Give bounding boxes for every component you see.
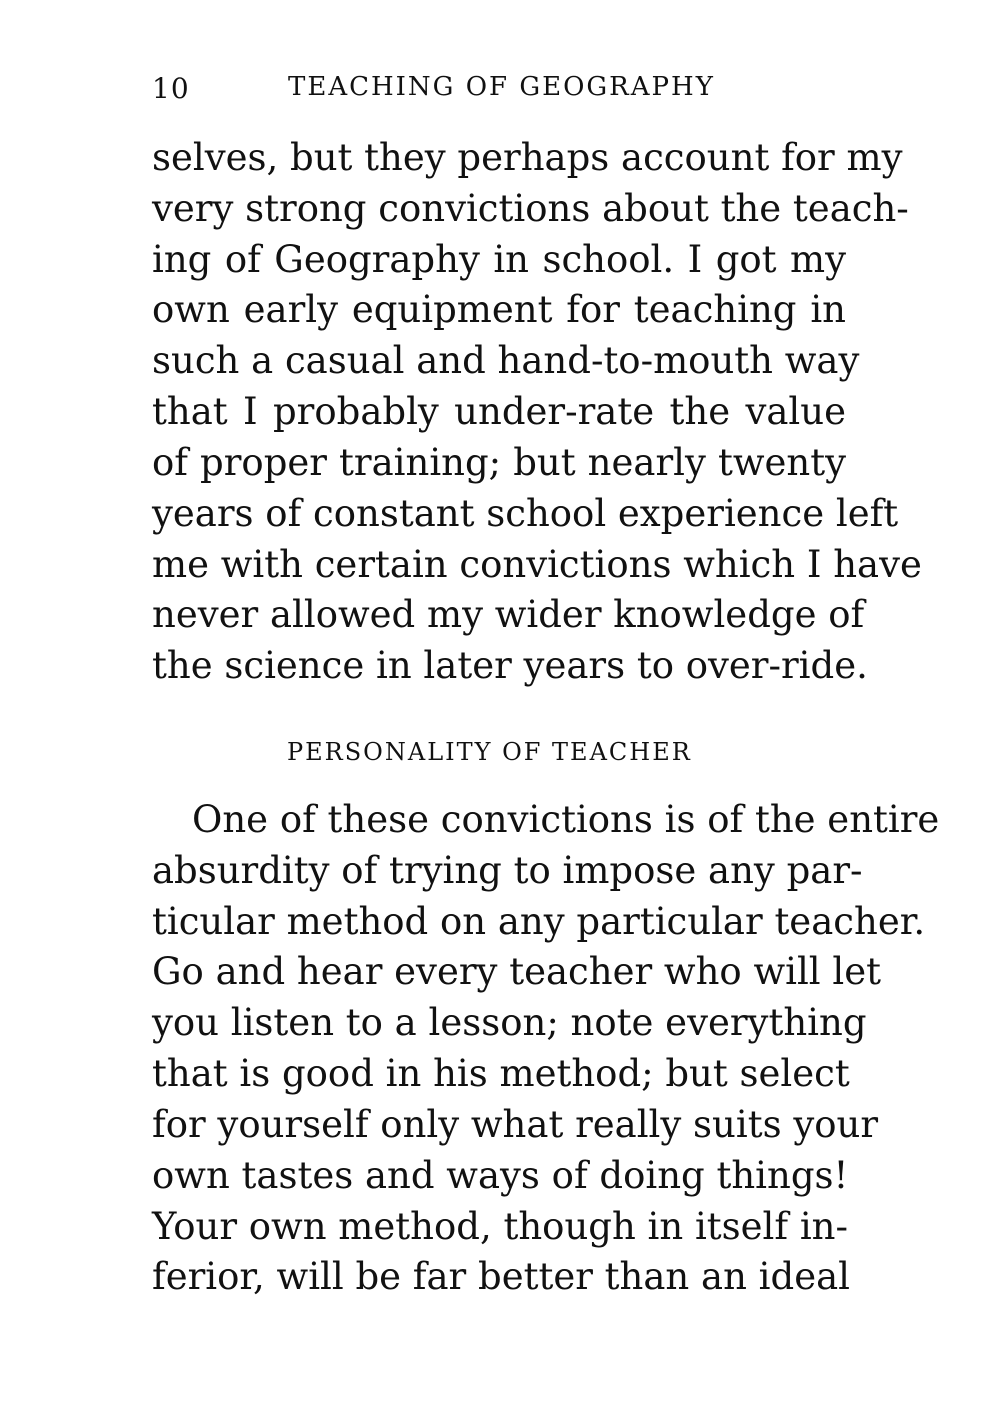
text-line: own tastes and ways of doing things!	[152, 1154, 849, 1197]
section-heading: PERSONALITY OF TEACHER	[287, 738, 692, 766]
text-line: of proper training; but nearly twenty	[152, 441, 846, 484]
text-line: One of these convictions is of the entire	[192, 798, 940, 841]
text-line: you listen to a lesson; note everything	[152, 1001, 867, 1044]
page-number: 10	[152, 72, 190, 105]
text-line: ticular method on any particular teacher.	[152, 900, 926, 943]
text-line: Go and hear every teacher who will let	[152, 950, 881, 993]
text-line: ferior, will be far better than an ideal	[152, 1255, 850, 1298]
running-head	[152, 72, 852, 112]
text-line: very strong convictions about the teach-	[152, 187, 909, 230]
text-line: never allowed my wider knowledge of	[152, 593, 865, 636]
text-line: for yourself only what really suits your	[152, 1103, 879, 1146]
text-line: such a casual and hand-to-mouth way	[152, 339, 860, 382]
text-line: that is good in his method; but select	[152, 1052, 850, 1095]
text-line: me with certain convictions which I have	[152, 543, 922, 586]
text-line: selves, but they perhaps account for my	[152, 136, 903, 179]
running-title: TEACHING OF GEOGRAPHY	[288, 72, 715, 102]
text-line: ing of Geography in school. I got my	[152, 238, 846, 281]
text-line: own early equipment for teaching in	[152, 288, 846, 331]
text-line: that I probably under-rate the value	[152, 390, 846, 433]
text-line: absurdity of trying to impose any par-	[152, 849, 863, 892]
text-line: Your own method, though in itself in-	[152, 1205, 849, 1248]
text-line: the science in later years to over-ride.	[152, 644, 868, 687]
text-line: years of constant school experience left	[152, 492, 899, 535]
